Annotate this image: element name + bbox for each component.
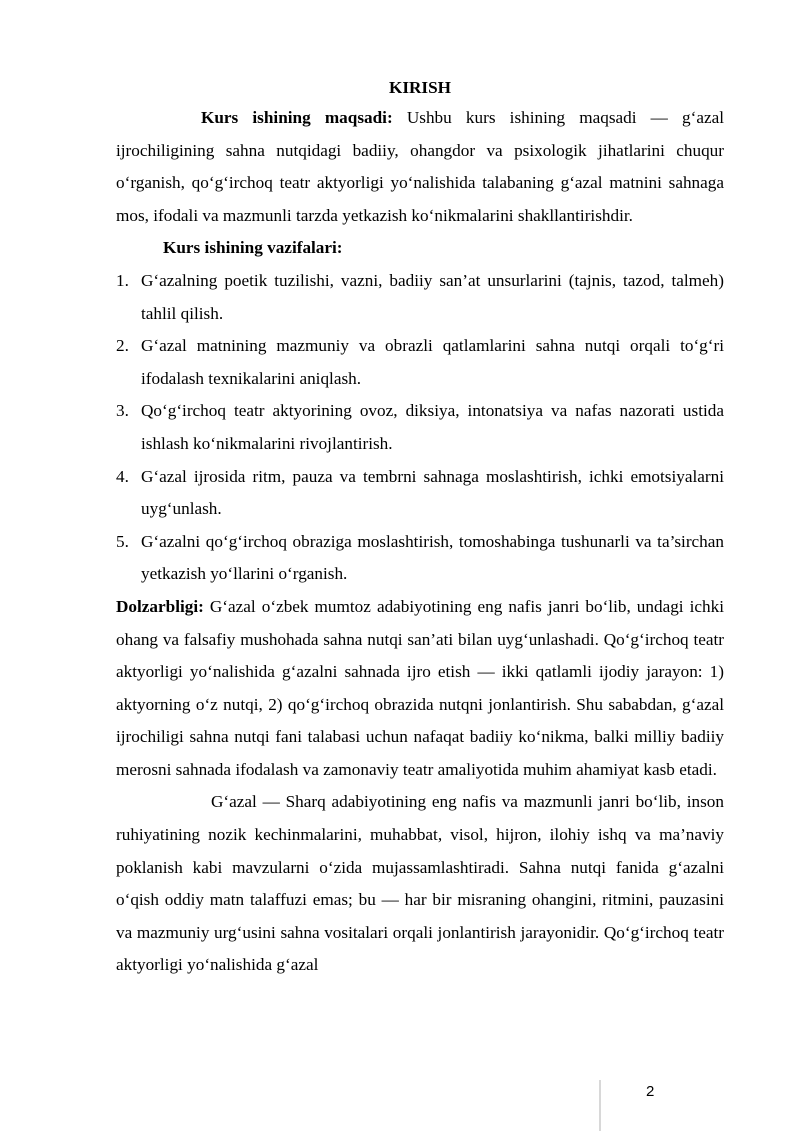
relevance-label: Dolzarbligi: bbox=[116, 596, 204, 616]
task-item bbox=[116, 395, 724, 460]
task-number: 1. bbox=[116, 270, 129, 290]
document-page bbox=[116, 76, 724, 982]
aim-paragraph bbox=[116, 102, 724, 232]
tasks-list bbox=[116, 265, 724, 591]
task-item bbox=[116, 330, 724, 395]
task-number: 4. bbox=[116, 466, 129, 486]
task-text: G‘azal matnining mazmuniy va obrazli qatlamlarini sahna nutqi orqali to‘g‘ri ifodalash texnikalarini aniqlash. bbox=[141, 336, 724, 388]
task-item bbox=[116, 265, 724, 330]
section-title: KIRISH bbox=[388, 78, 452, 97]
task-number: 5. bbox=[116, 531, 129, 551]
relevance-paragraph bbox=[116, 591, 724, 787]
task-text: Qo‘g‘irchoq teatr aktyorining ovoz, diksiya, intonatsiya va nafas nazorati ustida ishlash ko‘nikmalarini rivojlantirish. bbox=[141, 401, 724, 453]
relevance-text: G‘azal o‘zbek mumtoz adabiyotining eng nafis janri bo‘lib, undagi ichki ohang va falsafiy mushohada sahna nutqi san’ati bilan uyg‘unlashadi. Qo‘g‘irchoq teatr aktyorligi yo‘nalishida g‘azalni sahnada ijro etish — ikki qatlamli ijodiy jarayon: 1) aktyorning o‘z nutqi, 2) qo‘g‘irchoq obrazida nutqni jonlantirish. Shu sababdan, g‘azal ijrochiligi sahna nutqi fani talabasi uchun nafaqat badiiy ko‘nikma, balki milliy badiiy merosni sahnada ifodalash va zamonaviy teatr amaliyotida muhim ahamiyat kasb etadi. bbox=[116, 596, 724, 779]
task-number: 3. bbox=[116, 401, 129, 421]
page-divider bbox=[599, 1080, 601, 1131]
task-item bbox=[116, 461, 724, 526]
task-number: 2. bbox=[116, 336, 129, 356]
aim-text: Ushbu kurs ishining maqsadi — g‘azal ijrochiligining sahna nutqidagi badiiy, ohangdor va psixologik jihatlarini chuqur o‘rganish, qo‘g‘irchoq teatr aktyorligi yo‘nalishida talabaning g‘azal matnini sahnaga mos, ifodali va mazmunli tarzda yetkazish ko‘nikmalarini shakllantirishdir. bbox=[116, 108, 724, 225]
page-number: 2 bbox=[646, 1083, 655, 1100]
body-paragraph: G‘azal — Sharq adabiyotining eng nafis va mazmunli janri bo‘lib, inson ruhiyatining nozik kechinmalarini, muhabbat, visol, hijron, ilohiy ishq va ma’naviy poklanish kabi mavzularni o‘zida mujassamlashtiradi. Sahna nutqi fanida g‘azalni o‘qish oddiy matn talaffuzi emas; bu — har bir misraning ohangini, ritmini, pauzasini va mazmuniy urg‘usini sahna vositalari orqali jonlantirish jarayonidir. Qo‘g‘irchoq teatr aktyorligi yo‘nalishida g‘azal bbox=[116, 792, 724, 975]
task-item bbox=[116, 526, 724, 591]
task-text: G‘azalning poetik tuzilishi, vazni, badiiy san’at unsurlarini (tajnis, tazod, talmeh) tahlil qilish. bbox=[141, 270, 724, 323]
task-text: G‘azal ijrosida ritm, pauza va tembrni sahnaga moslashtirish, ichki emotsiyalarni uyg‘unlash. bbox=[141, 466, 724, 519]
aim-label: Kurs ishining maqsadi: bbox=[201, 108, 393, 127]
task-text: G‘azalni qo‘g‘irchoq obraziga moslashtirish, tomoshabinga tushunarli va ta’sirchan yetkazish yo‘llarini o‘rganish. bbox=[141, 531, 724, 584]
tasks-heading: Kurs ishining vazifalari: bbox=[163, 238, 343, 258]
